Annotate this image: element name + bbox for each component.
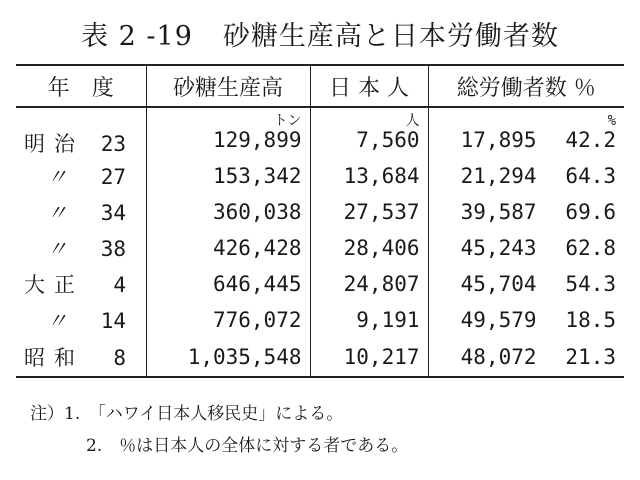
japanese-workers-cell: 9,191 [310, 302, 428, 338]
sugar-production-cell: 360,038 [146, 194, 310, 230]
era-name: 〃 [46, 201, 68, 225]
footnotes [30, 398, 408, 462]
total-workers-cell [428, 158, 624, 194]
header-year: 年 度 [16, 65, 146, 107]
table-row [16, 266, 624, 302]
header-japanese: 日 本 人 [310, 65, 428, 107]
total-workers-value: 48,072 [460, 345, 537, 369]
table-row [16, 128, 624, 158]
total-workers-cell [428, 230, 624, 266]
table-caption: 砂糖生産高と日本労働者数 [222, 21, 559, 52]
total-workers-cell [428, 338, 624, 377]
table-row [16, 338, 624, 377]
total-workers-value: 17,895 [460, 128, 537, 152]
era-year: 14 [100, 309, 126, 333]
table-row [16, 302, 624, 338]
footnote-2: 2. ％は日本人の全体に対する者である。 [86, 436, 409, 456]
era-name: 〃 [46, 309, 68, 333]
era-year: 34 [100, 201, 126, 225]
sugar-production-cell: 776,072 [146, 302, 310, 338]
table-row [16, 158, 624, 194]
era-year: 23 [100, 132, 126, 156]
era-year: 27 [100, 165, 126, 189]
total-workers-cell [428, 302, 624, 338]
japanese-workers-cell: 28,406 [310, 230, 428, 266]
sugar-production-cell: 426,428 [146, 230, 310, 266]
unit-persons: 人 [310, 107, 428, 128]
total-workers-value: 21,294 [460, 164, 537, 188]
unit-percent: % [428, 107, 624, 128]
japanese-workers-cell: 24,807 [310, 266, 428, 302]
percent-value: 18.5 [565, 308, 616, 332]
percent-value: 64.3 [565, 164, 616, 188]
sugar-production-cell: 129,899 [146, 128, 310, 158]
total-workers-cell [428, 128, 624, 158]
unit-tons: トン [146, 107, 310, 128]
total-workers-cell [428, 194, 624, 230]
total-workers-value: 39,587 [460, 200, 537, 224]
table-row [16, 230, 624, 266]
era-year: 4 [113, 273, 126, 297]
percent-value: 62.8 [565, 236, 616, 260]
era-year: 8 [113, 346, 126, 370]
era-name: 大正 [24, 273, 84, 297]
header-sugar-production: 砂糖生産高 [146, 65, 310, 107]
header-row [16, 65, 624, 107]
table-number: 表 2 -19 [81, 21, 193, 52]
percent-value: 54.3 [565, 272, 616, 296]
year-cell [16, 128, 146, 158]
percent-value: 42.2 [565, 128, 616, 152]
japanese-workers-cell: 7,560 [310, 128, 428, 158]
total-workers-value: 45,704 [460, 272, 537, 296]
japanese-workers-cell: 13,684 [310, 158, 428, 194]
japanese-workers-cell: 10,217 [310, 338, 428, 377]
total-workers-cell [428, 266, 624, 302]
sugar-production-cell: 153,342 [146, 158, 310, 194]
percent-value: 21.3 [565, 345, 616, 369]
sugar-labor-table [16, 64, 624, 378]
percent-value: 69.6 [565, 200, 616, 224]
year-cell [16, 158, 146, 194]
era-name: 〃 [46, 165, 68, 189]
footnote-1: 注）1. 「ハワイ日本人移民史」による。 [30, 404, 344, 424]
era-name: 〃 [46, 237, 68, 261]
era-year: 38 [100, 237, 126, 261]
year-cell [16, 338, 146, 377]
year-cell [16, 194, 146, 230]
year-cell [16, 266, 146, 302]
sugar-production-cell: 646,445 [146, 266, 310, 302]
table-row [16, 194, 624, 230]
era-name: 明治 [24, 132, 84, 156]
year-cell [16, 230, 146, 266]
year-cell [16, 302, 146, 338]
era-name: 昭和 [24, 346, 84, 370]
total-workers-value: 45,243 [460, 236, 537, 260]
table-title [0, 14, 640, 53]
header-total-workers: 総労働者数 ％ [428, 65, 624, 107]
japanese-workers-cell: 27,537 [310, 194, 428, 230]
total-workers-value: 49,579 [460, 308, 537, 332]
units-row [16, 107, 624, 128]
sugar-production-cell: 1,035,548 [146, 338, 310, 377]
